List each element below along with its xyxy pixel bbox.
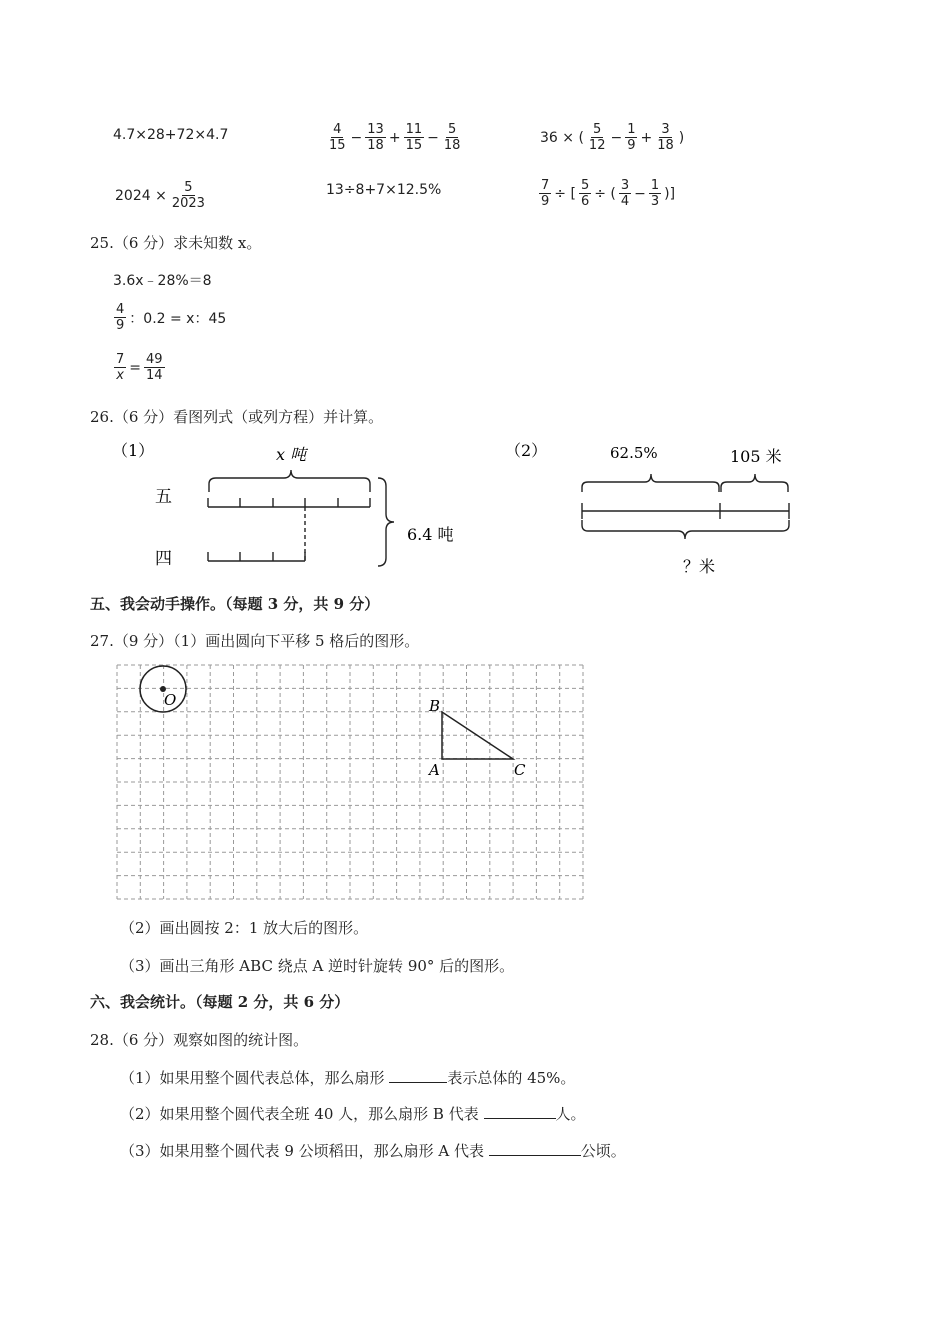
calc-expression-5: 13÷8+7×12.5%: [326, 182, 442, 198]
row-label-5: 五: [155, 487, 172, 507]
fraction: $\frac{4}{15}$: [329, 122, 346, 153]
grid-figure: [115, 663, 585, 901]
right-brace: [378, 478, 394, 566]
label-a: A: [429, 761, 440, 779]
fraction: $\frac{1}{9}$: [627, 122, 636, 153]
calc-expression-4: 2024 × $\frac{5}{2023}$: [115, 180, 205, 211]
question-27-sub-2: （2）画出圆按 2：1 放大后的图形。: [120, 919, 369, 937]
fraction: $\frac{5}{12}$: [588, 122, 606, 153]
calc-expression-1: 4.7×28+72×4.7: [113, 127, 229, 143]
fraction: $\frac{3}{18}$: [657, 122, 674, 153]
segment-diagrams: [0, 430, 950, 590]
question-28-sub-3: （3）如果用整个圆代表 9 公顷稻田，那么扇形 A 代表 公顷。: [120, 1142, 626, 1160]
fraction: $\frac{49}{14}$: [146, 352, 163, 383]
calc-expression-3: 36 × ( $\frac{5}{12}$ − $\frac{1}{9}$ + $\frac{3}{18}$ ): [540, 122, 685, 153]
answer-blank-1[interactable]: [389, 1068, 447, 1083]
bottom-brace: [582, 520, 789, 539]
equation-1: 3.6x﹣28%＝8: [113, 273, 212, 289]
fraction: $\frac{5}{2023}$: [171, 180, 205, 211]
fraction: $\frac{13}{18}$: [367, 122, 384, 153]
calc-expression-6: $\frac{7}{9}$ ÷ [ $\frac{5}{6}$ ÷ ( $\frac{3}{4}$ − $\frac{1}{3}$ )]: [541, 178, 676, 209]
top-brace: [209, 470, 370, 492]
label-o: O: [164, 691, 177, 709]
answer-blank-3[interactable]: [489, 1141, 581, 1156]
answer-blank-2[interactable]: [484, 1104, 556, 1119]
fraction: $\frac{5}{18}$: [443, 122, 461, 153]
equation-2: $\frac{4}{9}$ ：0.2 = x：45: [116, 302, 227, 333]
percent-brace: [582, 474, 719, 492]
figure-1-label: （1）: [112, 441, 155, 460]
question-28-title: 28.（6 分）观察如图的统计图。: [90, 1031, 309, 1049]
row-label-4: 四: [155, 549, 172, 569]
question-27-sub-3: （3）画出三角形 ABC 绕点 A 逆时针旋转 90° 后的图形。: [120, 957, 515, 975]
unknown-length-label: ？米: [683, 557, 716, 576]
fraction: $\frac{3}{4}$: [620, 178, 630, 209]
section-6-heading: 六、我会统计。（每题 2 分，共 6 分）: [90, 993, 350, 1011]
percent-label: 62.5%: [610, 444, 658, 462]
length-brace: [721, 474, 788, 492]
figure-2-label: （2）: [505, 441, 548, 460]
calc-expression-2: $\frac{4}{15}$ − $\frac{13}{18}$ + $\frac{11}{15}$ − $\frac{5}{18}$: [329, 122, 461, 153]
fraction: $\frac{7}{9}$: [541, 178, 550, 209]
equation-3: $\frac{7}{x}$ = $\frac{49}{14}$: [116, 352, 163, 383]
total-label: 6.4 吨: [407, 525, 454, 544]
label-b: B: [429, 697, 441, 715]
label-c: C: [514, 761, 526, 779]
question-26-title: 26.（6 分）看图列式（或列方程）并计算。: [90, 408, 384, 426]
fraction: $\frac{4}{9}$: [116, 302, 125, 333]
length-label: 105 米: [730, 447, 782, 466]
fraction: $\frac{7}{x}$: [116, 352, 125, 383]
question-27-title: 27.（9 分）（1）画出圆向下平移 5 格后的图形。: [90, 632, 420, 650]
figure-1-top-label: x 吨: [276, 445, 307, 464]
fraction: $\frac{5}{6}$: [580, 178, 590, 209]
fraction: $\frac{1}{3}$: [650, 178, 660, 209]
question-28-sub-1: （1）如果用整个圆代表总体，那么扇形 表示总体的 45%。: [120, 1069, 576, 1087]
question-25-title: 25.（6 分）求未知数 x。: [90, 234, 262, 252]
fraction: $\frac{11}{15}$: [405, 122, 423, 153]
question-28-sub-2: （2）如果用整个圆代表全班 40 人，那么扇形 B 代表 人。: [120, 1105, 586, 1123]
dashed-grid: [117, 665, 583, 899]
segment-4-ticks: [208, 552, 305, 561]
segment-5-ticks: [208, 498, 370, 507]
section-5-heading: 五、我会动手操作。（每题 3 分，共 9 分）: [90, 595, 380, 613]
